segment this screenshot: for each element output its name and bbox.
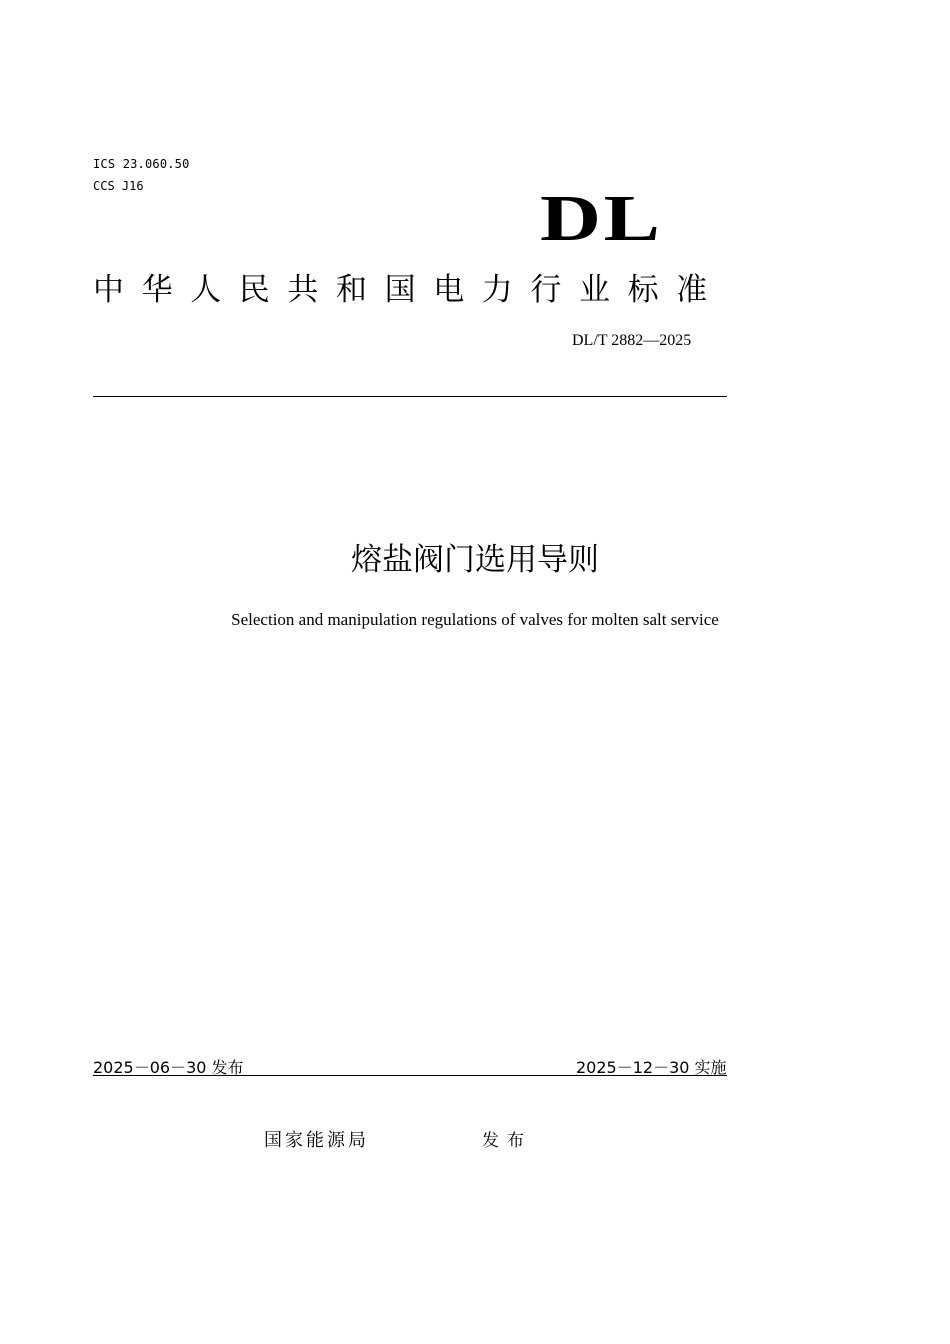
ccs-code: CCS J16 <box>93 179 144 193</box>
dl-logo: DL <box>540 182 663 255</box>
ics-code: ICS 23.060.50 <box>93 157 190 171</box>
document-title-english: Selection and manipulation regulations of valves for molten salt service <box>231 610 719 629</box>
implementation-date: 2025－12－30 实施 <box>576 1058 727 1077</box>
publish-date: 2025－06－30 发布 <box>93 1058 244 1077</box>
document-title-chinese: 熔盐阀门选用导则 <box>351 542 599 578</box>
footer-divider <box>93 1075 727 1076</box>
standard-number: DL/T 2882—2025 <box>572 332 692 349</box>
header-divider <box>93 396 727 397</box>
industry-standard-title: 中华人民共和国电力行业标准 <box>93 272 725 308</box>
issue-label: 发布 <box>482 1131 532 1151</box>
issuing-authority: 国家能源局 <box>264 1130 369 1151</box>
